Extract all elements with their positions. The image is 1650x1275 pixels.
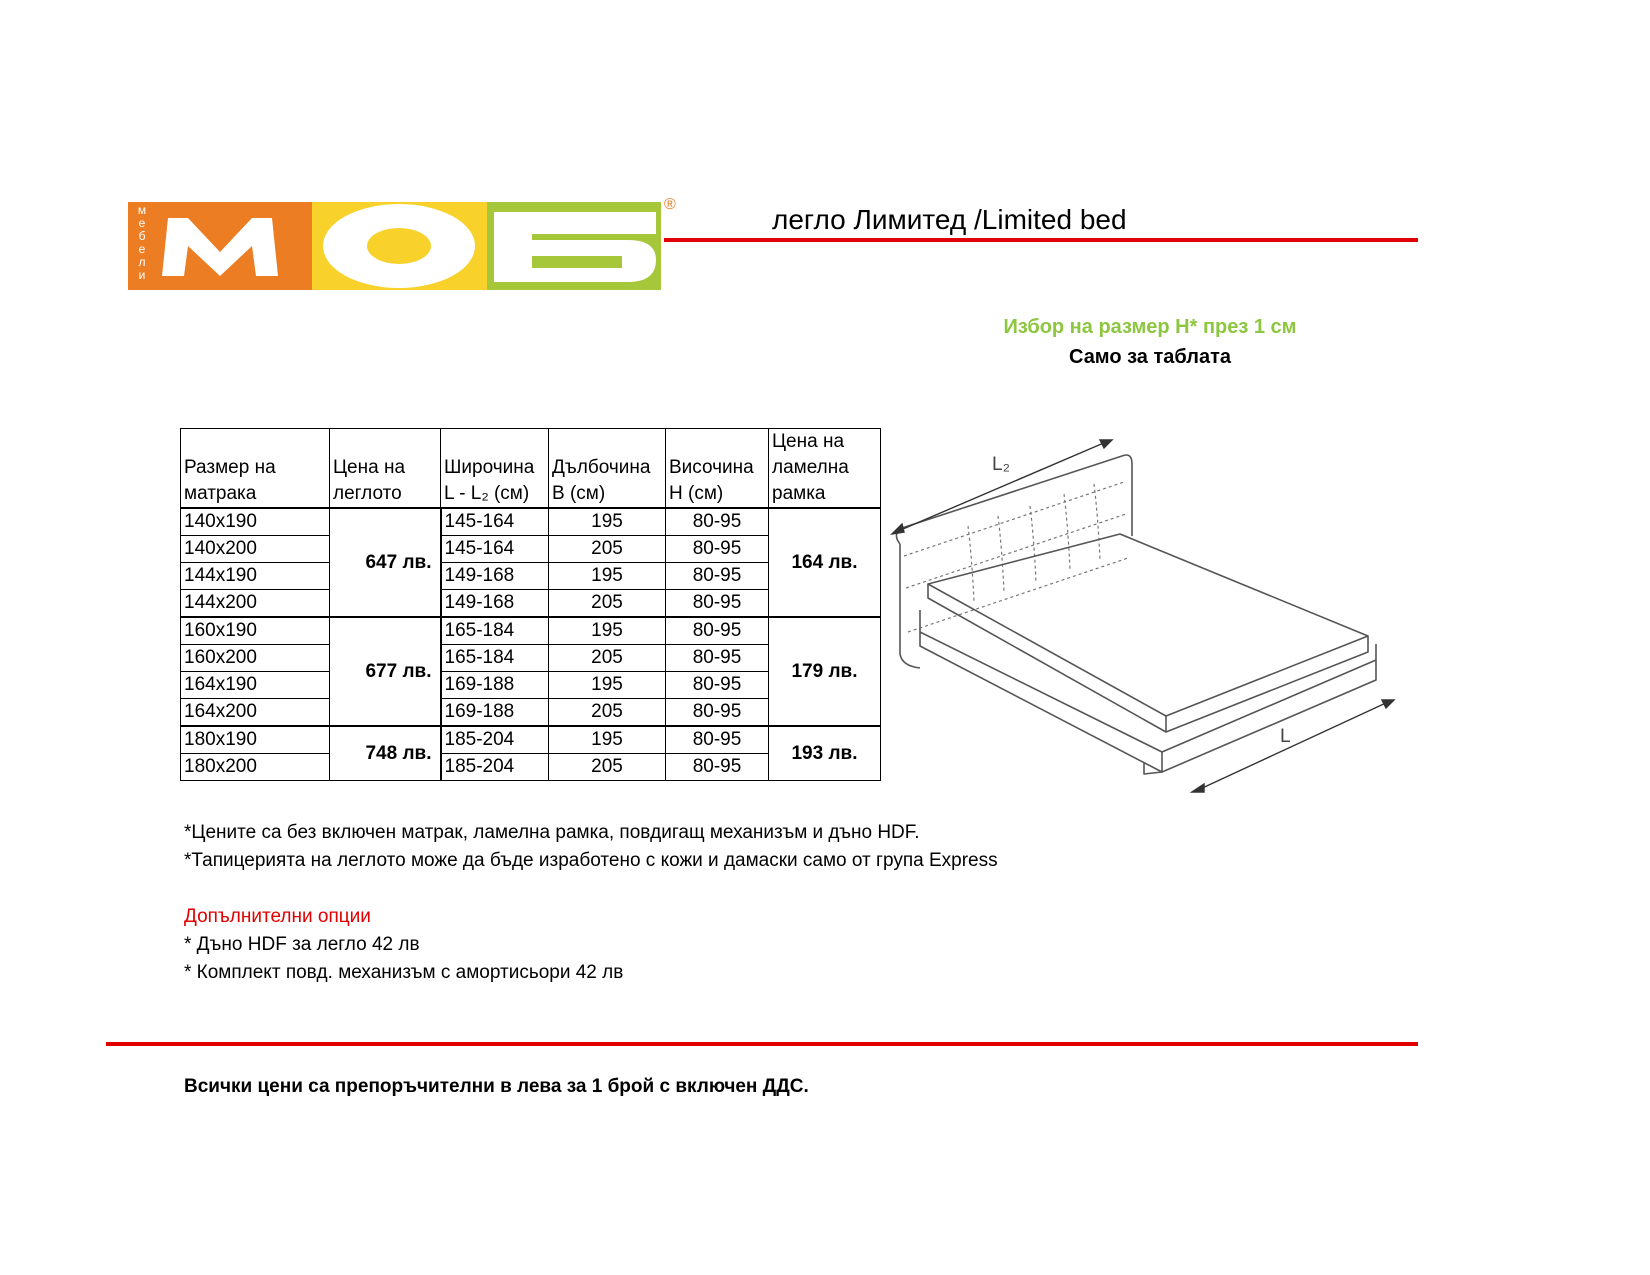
logo-tagline-e2: е <box>138 242 146 256</box>
cell-depth: 205 <box>549 536 666 563</box>
cell-height: 80-95 <box>666 617 769 645</box>
logo-tagline-m: м <box>137 203 147 217</box>
cell-height: 80-95 <box>666 590 769 618</box>
cell-width: 145-164 <box>441 536 549 563</box>
cell-width: 185-204 <box>441 726 549 754</box>
cell-size: 160x190 <box>181 617 330 645</box>
mattress-top <box>928 534 1368 716</box>
cell-depth: 195 <box>549 617 666 645</box>
cell-size: 164x200 <box>181 699 330 727</box>
cell-size: 160x200 <box>181 645 330 672</box>
logo-lettering <box>128 202 661 290</box>
arrowhead-l-start <box>1192 784 1204 792</box>
registered-mark: ® <box>664 196 676 213</box>
cell-bed-price: 677 лв. <box>330 617 441 726</box>
bed-base-bottom <box>920 632 1376 772</box>
cell-depth: 205 <box>549 699 666 727</box>
logo-letter-b <box>494 212 656 282</box>
cell-height: 80-95 <box>666 536 769 563</box>
option-item: * Дъно HDF за легло 42 лв <box>184 934 420 955</box>
cell-depth: 195 <box>549 508 666 536</box>
cell-depth: 205 <box>549 645 666 672</box>
arrowhead-l2-start <box>892 524 904 534</box>
logo-tagline-e: е <box>138 216 146 230</box>
cell-slat-price: 193 лв. <box>769 726 881 781</box>
cell-width: 169-188 <box>441 699 549 727</box>
cell-size: 180x190 <box>181 726 330 754</box>
table-header-row <box>181 429 881 509</box>
headboard-stitching <box>904 482 1128 632</box>
header-width: Широчина L - L₂ (см) <box>441 429 549 509</box>
cell-width: 185-204 <box>441 754 549 781</box>
page-title: легло Лимитед /Limited bed <box>772 204 1127 235</box>
cell-height: 80-95 <box>666 726 769 754</box>
header-depth: Дълбочина B (см) <box>549 429 666 509</box>
cell-depth: 195 <box>549 726 666 754</box>
cell-bed-price: 748 лв. <box>330 726 441 781</box>
bed-diagram <box>880 418 1400 808</box>
logo-tagline-l: л <box>138 255 146 269</box>
cell-size: 144x200 <box>181 590 330 618</box>
header-slat-price: Цена на ламелна рамка <box>769 429 881 509</box>
cell-size: 140x200 <box>181 536 330 563</box>
header-size: Размер на матрака <box>181 429 330 509</box>
cell-size: 164x190 <box>181 672 330 699</box>
label-l: L <box>1280 726 1291 747</box>
headboard-outline <box>896 455 1132 544</box>
table-row <box>181 617 881 645</box>
label-l2: L₂ <box>992 454 1010 475</box>
cell-depth: 205 <box>549 754 666 781</box>
header-height: Височина H (см) <box>666 429 769 509</box>
header-price: Цена на леглото <box>330 429 441 509</box>
footer-note: Всички цени са препоръчителни в лева за 1 брой с включен ДДС. <box>184 1076 809 1097</box>
note-prices-exclude: *Цените са без включен матрак, ламелна рамка, повдигащ механизъм и дъно HDF. <box>184 822 920 843</box>
cell-depth: 205 <box>549 590 666 618</box>
headboard-side <box>900 544 920 668</box>
cell-width: 169-188 <box>441 672 549 699</box>
cell-slat-price: 164 лв. <box>769 508 881 617</box>
cell-height: 80-95 <box>666 508 769 536</box>
table-row <box>181 726 881 754</box>
logo-tagline-i: и <box>138 268 146 282</box>
footer-rule <box>106 1042 1418 1046</box>
arrowhead-l-end <box>1382 700 1394 708</box>
cell-width: 165-184 <box>441 617 549 645</box>
cell-width: 165-184 <box>441 645 549 672</box>
cell-height: 80-95 <box>666 672 769 699</box>
cell-size: 140x190 <box>181 508 330 536</box>
mattress-side <box>928 584 1368 732</box>
cell-height: 80-95 <box>666 699 769 727</box>
cell-depth: 195 <box>549 563 666 590</box>
options-title: Допълнителни опции <box>184 906 371 927</box>
header-rule <box>664 238 1418 242</box>
cell-width: 145-164 <box>441 508 549 536</box>
note-upholstery: *Тапицерията на леглото може да бъде изработено с кожи и дамаски само от група Express <box>184 850 998 871</box>
cell-width: 149-168 <box>441 563 549 590</box>
size-choice-note: Избор на размер Н* през 1 см <box>1003 316 1297 338</box>
cell-height: 80-95 <box>666 754 769 781</box>
cell-width: 149-168 <box>441 590 549 618</box>
table-row <box>181 508 881 536</box>
option-item: * Комплект повд. механизъм с амортисьори 42 лв <box>184 962 624 983</box>
brand-logo <box>128 196 676 290</box>
cell-slat-price: 179 лв. <box>769 617 881 726</box>
price-table <box>180 428 881 781</box>
cell-bed-price: 647 лв. <box>330 508 441 617</box>
logo-tagline-b: б <box>138 229 146 243</box>
arrowhead-l2-end <box>1100 440 1112 448</box>
headboard-only-note: Само за таблата <box>1069 346 1231 368</box>
logo-letter-m <box>162 218 278 276</box>
cell-size: 180x200 <box>181 754 330 781</box>
cell-size: 144x190 <box>181 563 330 590</box>
cell-height: 80-95 <box>666 563 769 590</box>
logo-letter-o-hole <box>367 228 431 264</box>
cell-depth: 195 <box>549 672 666 699</box>
logo-letter-b-gap <box>532 256 622 268</box>
cell-height: 80-95 <box>666 645 769 672</box>
